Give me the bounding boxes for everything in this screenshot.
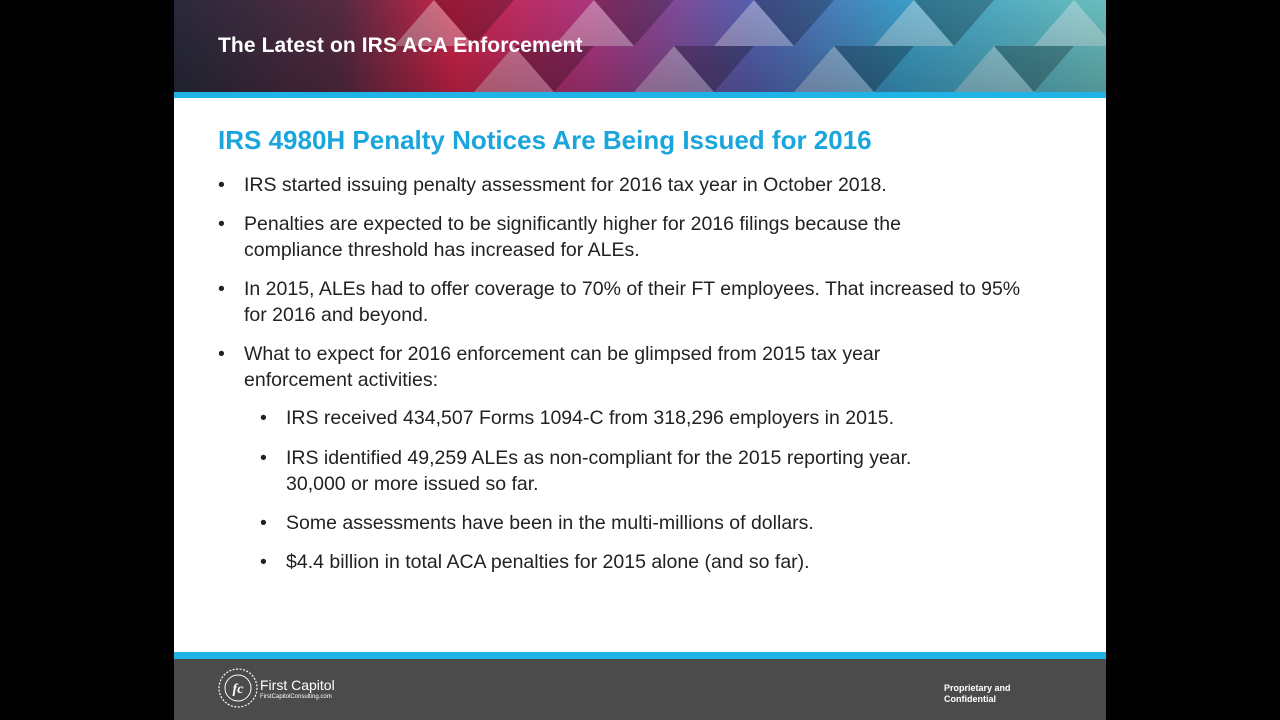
company-url: FirstCapitolConsulting.com (260, 694, 332, 700)
confidentiality-note: Proprietary and Confidential (944, 683, 1011, 704)
bullet-glyph: • (218, 213, 225, 235)
header-divider (174, 92, 1106, 98)
sub-bullet-text: IRS received 434,507 Forms 1094-C from 318,296 employers in 2015. (286, 407, 895, 429)
first-capitol-logo-icon (218, 668, 258, 708)
bullet-glyph: • (218, 174, 225, 196)
slide-header-banner (174, 0, 1106, 92)
header-title: The Latest on IRS ACA Enforcement (218, 34, 583, 57)
company-name: First Capitol (260, 677, 335, 693)
slide-title: IRS 4980H Penalty Notices Are Being Issued for 2016 (218, 125, 872, 155)
bullet-glyph: • (218, 278, 225, 300)
bullet-glyph: • (260, 512, 267, 534)
bullet-glyph: • (260, 407, 267, 429)
bullet-text: What to expect for 2016 enforcement can be glimpsed from 2015 tax year enforcement activities: (244, 343, 881, 391)
presentation-slide (174, 0, 1106, 720)
bullet-text: In 2015, ALEs had to offer coverage to 70% of their FT employees. That increased to 95% for 2016 and beyond. (244, 278, 1021, 326)
footer-divider (174, 652, 1106, 659)
bullet-glyph: • (260, 551, 267, 573)
bullet-glyph: • (218, 343, 225, 365)
bullet-text: Penalties are expected to be significantly higher for 2016 filings because the compliance threshold has increased for ALEs. (244, 213, 901, 261)
sub-bullet-text: Some assessments have been in the multi-millions of dollars. (286, 512, 814, 534)
bullet-glyph: • (260, 447, 267, 469)
slide-footer (174, 659, 1106, 720)
bullet-text: IRS started issuing penalty assessment for 2016 tax year in October 2018. (244, 174, 887, 196)
sub-bullet-text: $4.4 billion in total ACA penalties for 2015 alone (and so far). (286, 551, 810, 573)
logo-monogram: fc (232, 682, 244, 697)
sub-bullet-text: IRS identified 49,259 ALEs as non-compliant for the 2015 reporting year. 30,000 or more issued so far. (286, 447, 912, 495)
